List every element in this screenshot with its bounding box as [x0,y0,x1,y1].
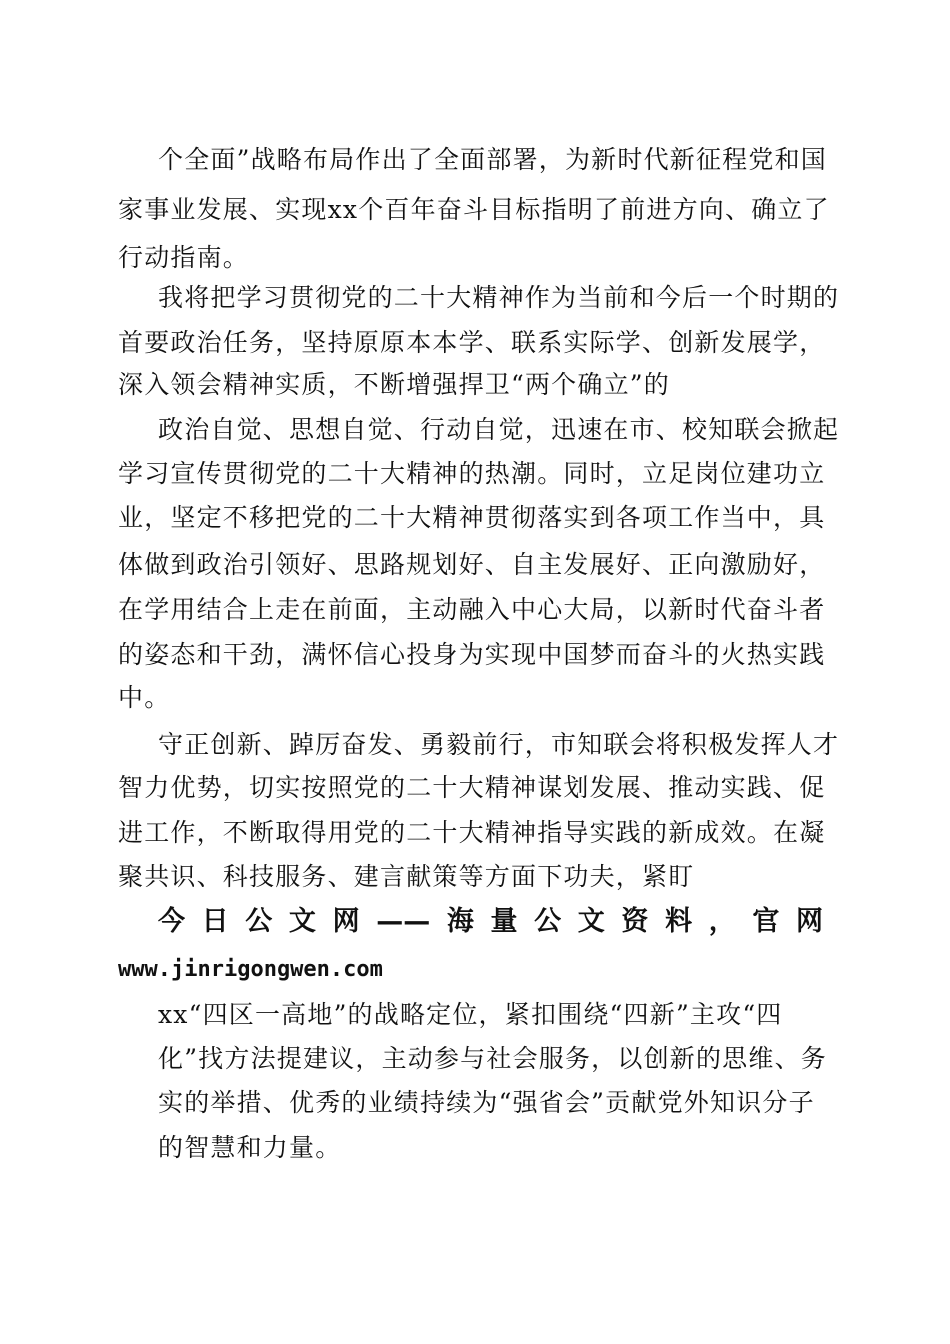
watermark-banner: 今日公文网——海量公文资料，官网 [158,906,823,937]
text-line: 守正创新、踔厉奋发、勇毅前行，市知联会将积极发挥人才 [158,730,840,759]
website-link[interactable]: www.jinrigongwen.com [118,957,383,982]
text-line: 政治自觉、思想自觉、行动自觉，迅速在市、校知联会掀起 [158,415,840,444]
text-line: 我将把学习贯彻党的二十大精神作为当前和今后一个时期的 [158,283,840,312]
text-line: 的姿态和干劲，满怀信心投身为实现中国梦而奋斗的火热实践 [118,640,826,669]
text-line: 实的举措、优秀的业绩持续为“强省会”贡献党外知识分子 [158,1088,815,1117]
text-line: 在学用结合上走在前面，主动融入中心大局，以新时代奋斗者 [118,595,826,624]
text-line: 业，坚定不移把党的二十大精神贯彻落实到各项工作当中，具 [118,503,826,532]
text-line: 化”找方法提建议，主动参与社会服务，以创新的思维、务 [158,1044,827,1073]
text-line: 体做到政治引领好、思路规划好、自主发展好、正向激励好， [118,550,826,579]
text-line: 行动指南。 [118,243,250,272]
text-line: 个全面”战略布局作出了全面部署，为新时代新征程党和国 [158,145,827,174]
text-line: 聚共识、科技服务、建言献策等方面下功夫，紧盯 [118,862,695,891]
text-line: 家事业发展、实现xx个百年奋斗目标指明了前进方向、确立了 [118,195,830,224]
text-line: xx“四区一高地”的战略定位，紧扣围绕“四新”主攻“四 [158,1000,783,1029]
text-line: 学习宣传贯彻党的二十大精神的热潮。同时，立足岗位建功立 [118,459,826,488]
text-line: 智力优势，切实按照党的二十大精神谋划发展、推动实践、促 [118,773,826,802]
text-line: 的智慧和力量。 [158,1133,342,1162]
text-line: 进工作，不断取得用党的二十大精神指导实践的新成效。在凝 [118,818,826,847]
text-line: 深入领会精神实质，不断增强捍卫“两个确立”的 [118,370,670,399]
text-line: 首要政治任务，坚持原原本本学、联系实际学、创新发展学， [118,328,826,357]
text-line: 中。 [118,683,171,712]
